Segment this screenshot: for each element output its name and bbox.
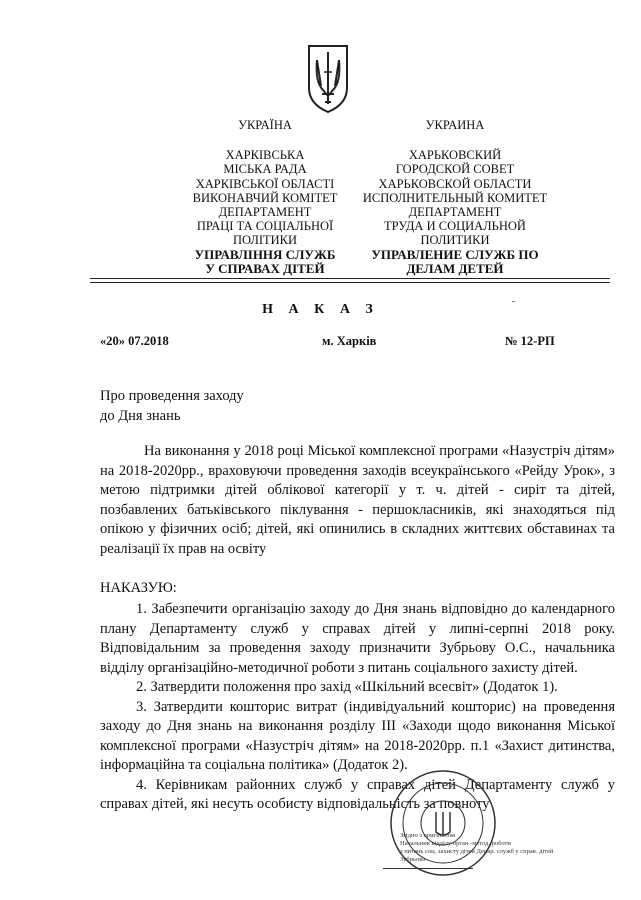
subject-line: до Дня знань — [100, 408, 181, 424]
org-line: МІСЬКА РАДА — [223, 162, 307, 177]
header-russian — [340, 118, 570, 276]
org-line: ДЕПАРТАМЕНТ — [408, 205, 502, 220]
org-unit-line: У СПРАВАХ ДІТЕЙ — [205, 260, 325, 276]
order-item: 1. Забезпечити організацію заходу до Дня знань відповідно до календарного плану Департаменту служб у справах дітей у липні-серпні 2018 року. Відповідальним за проведення заходу призначити Зубрьову О.С., начальника відділу організаційно-методичної роботи з питань соціального захисту дітей. — [100, 601, 615, 676]
org-line: ИСПОЛНИТЕЛЬНЫЙ КОМИТЕТ — [362, 190, 548, 205]
order-item: 3. Затвердити кошторис витрат (індивідуальний кошторис) на проведення заходу до Дня знань на виконання розділу III «Заходи щодо виконання Міської комплексної програми «Назустріч дітям» на 2018-2020рр. п.1 «Захист дитинства, інформаційна та соціальна політика» (Додаток 2). — [100, 698, 615, 773]
note-line: з питань соц. захисту дітей Депар. служб у справ. дітей — [400, 848, 554, 855]
org-line: ДЕПАРТАМЕНТ — [218, 205, 312, 220]
order-item: 2. Затвердити положення про захід «Шкільний всесвіт» (Додаток 1). — [136, 679, 558, 695]
scan-mark — [512, 301, 515, 302]
org-line: ТРУДА И СОЦИАЛЬНОЙ — [384, 219, 526, 234]
certification-note — [400, 832, 553, 864]
org-line: ХАРКІВСЬКОЇ ОБЛАСТІ — [195, 176, 335, 191]
order-date: «20» 07.2018 — [100, 334, 169, 348]
note-line: Начальник відділу орган.-метод. роботи — [400, 840, 511, 847]
signature-line — [383, 868, 473, 869]
coat-of-arms-trident-icon — [303, 42, 353, 114]
org-line: ГОРОДСКОЙ СОВЕТ — [395, 162, 515, 177]
document-type-title: Н А К А З — [262, 302, 379, 317]
org-line: ПРАЦІ ТА СОЦІАЛЬНОЇ — [196, 219, 334, 234]
order-subject — [100, 386, 244, 426]
note-line: Зубрьова — [400, 856, 426, 863]
order-item: 4. Керівникам районних служб у справах дітей Департаменту служб у справах дітей, які несуть особисту відповідальність за повноту — [100, 776, 615, 812]
order-items — [100, 600, 615, 815]
preamble-paragraph: На виконання у 2018 році Міської комплексної програми «Назустріч дітям» на 2018-2020рр., враховуючи проведення заходів всеукраїнського «Рейду Урок», з метою підтримки дітей облікової категорії у т. ч. дітей - сиріт та дітей, позбавлених батьківського піклування - першокласників, які знаходяться під опікою у фізичних осіб; дітей, які опинились в складних життєвих обставинах та реалізації їх прав на освіту — [100, 443, 615, 557]
org-line: ХАРЬКОВСКИЙ — [408, 148, 502, 163]
order-word: НАКАЗУЮ: — [100, 580, 177, 596]
org-unit-line: ДЕЛАМ ДЕТЕЙ — [406, 260, 504, 276]
note-line: Згідно з оригіналом — [400, 832, 455, 839]
subject-line: Про проведення заходу — [100, 388, 244, 404]
order-city: м. Харків — [322, 334, 377, 348]
order-number: № 12-РП — [505, 334, 555, 348]
org-line: ПОЛИТИКИ — [420, 233, 490, 248]
header-divider — [90, 278, 610, 279]
org-line: ХАРЬКОВСКОЙ ОБЛАСТИ — [378, 176, 532, 191]
org-line: ВИКОНАВЧИЙ КОМІТЕТ — [192, 190, 338, 205]
org-unit-line: УПРАВЛЕНИЕ СЛУЖБ ПО — [371, 246, 539, 262]
org-line: ХАРКІВСЬКА — [225, 148, 305, 163]
country-name-ru: УКРАИНА — [425, 118, 485, 132]
header-divider-thin — [90, 282, 610, 283]
org-unit-line: УПРАВЛІННЯ СЛУЖБ — [194, 246, 336, 262]
country-name-ua: УКРАЇНА — [238, 118, 292, 132]
org-line: ПОЛІТИКИ — [232, 233, 298, 248]
